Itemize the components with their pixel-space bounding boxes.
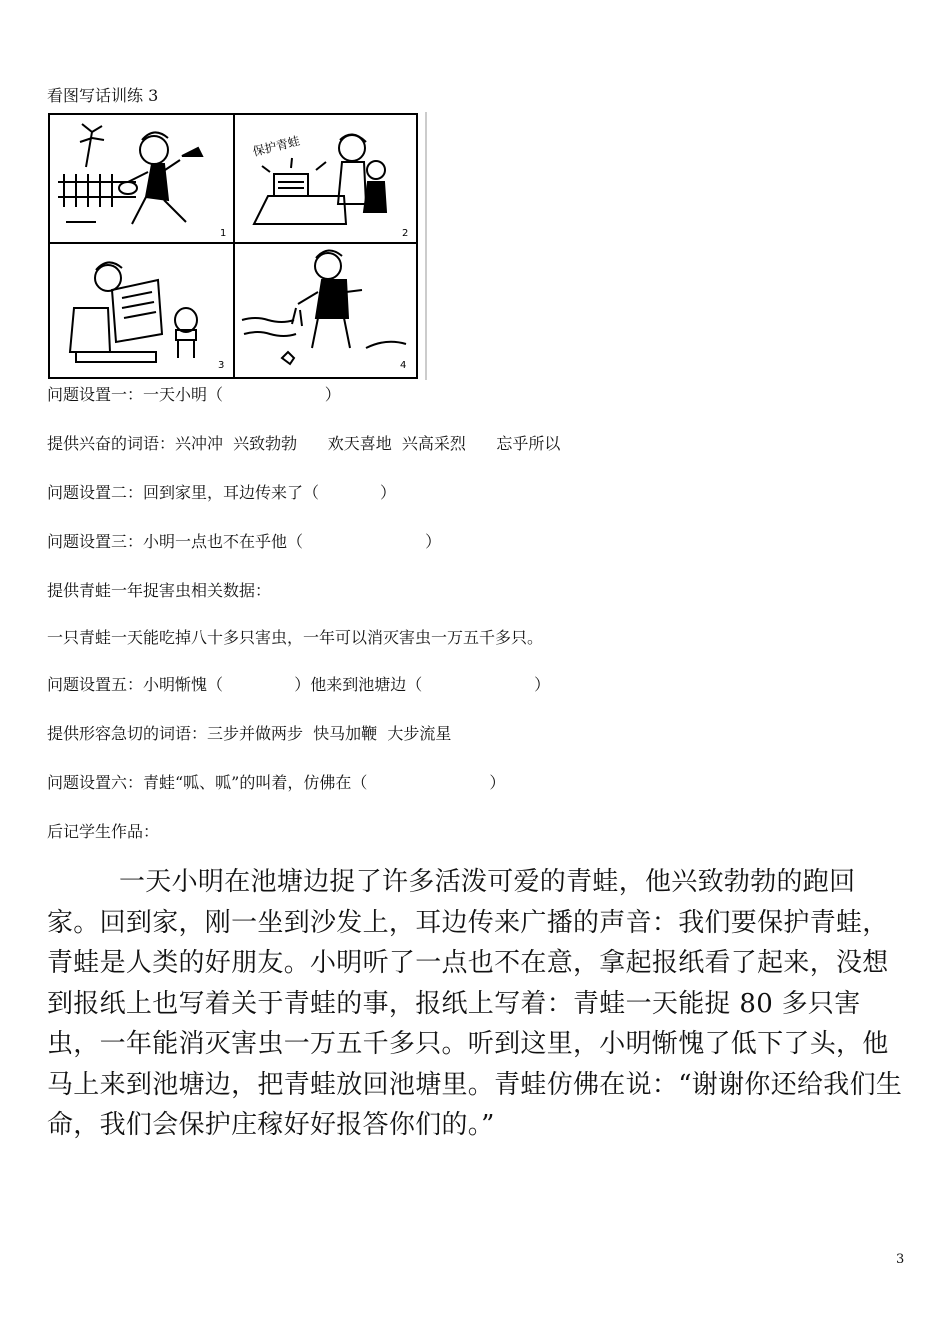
question-2: 问题设置二：回到家里，耳边传来了（ ） [47, 483, 397, 502]
frog-data-prompt: 提供青蛙一年捉害虫相关数据： [47, 581, 272, 600]
panel-2-sign: 保护青蛙 [251, 133, 302, 159]
panel-number-1: 1 [220, 228, 227, 239]
panel-number-2: 2 [402, 228, 409, 239]
panel-number-4: 4 [400, 360, 407, 371]
question-6: 问题设置六：青蛙“呱、呱”的叫着，仿佛在（ ） [47, 773, 506, 792]
student-essay: 一天小明在池塘边捉了许多活泼可爱的青蛙，他兴致勃勃的跑回家。回到家，刚一坐到沙发上，耳边传来广播的声音：我们要保护青蛙，青蛙是人类的好朋友。小明听了一点也不在意，拿起报纸看了起来，没想到报纸上也写着关于青蛙的事，报纸上写着：青蛙一天能捉 80 多只害虫，一年能消灭害虫一万五千多只。听到这里，小明惭愧了低下了头，他马上来到池塘边，把青蛙放回池塘里。青蛙仿佛在说：“谢谢你还给我们生命，我们会保护庄稼好好报答你们的。” [47, 867, 903, 1140]
urgent-words-prompt: 提供形容急切的词语：三步并做两步 快马加鞭 大步流星 [47, 724, 452, 743]
student-work-heading: 后记学生作品： [47, 822, 160, 841]
frog-data-fact: 一只青蛙一天能吃掉八十多只害虫，一年可以消灭害虫一万五千多只。 [47, 628, 544, 647]
page-number: 3 [896, 1252, 905, 1267]
question-1: 问题设置一：一天小明（ ） [47, 385, 341, 404]
comic-strip-image [46, 112, 429, 380]
question-5: 问题设置五：小明惭愧（ ）他来到池塘边（ ） [47, 675, 551, 694]
question-3: 问题设置三：小明一点也不在乎他（ ） [47, 532, 442, 551]
excited-words-prompt: 提供兴奋的词语：兴冲冲 兴致勃勃 欢天喜地 兴高采烈 忘乎所以 [47, 434, 561, 453]
page-title: 看图写话训练 3 [47, 86, 159, 105]
panel-number-3: 3 [218, 360, 225, 371]
